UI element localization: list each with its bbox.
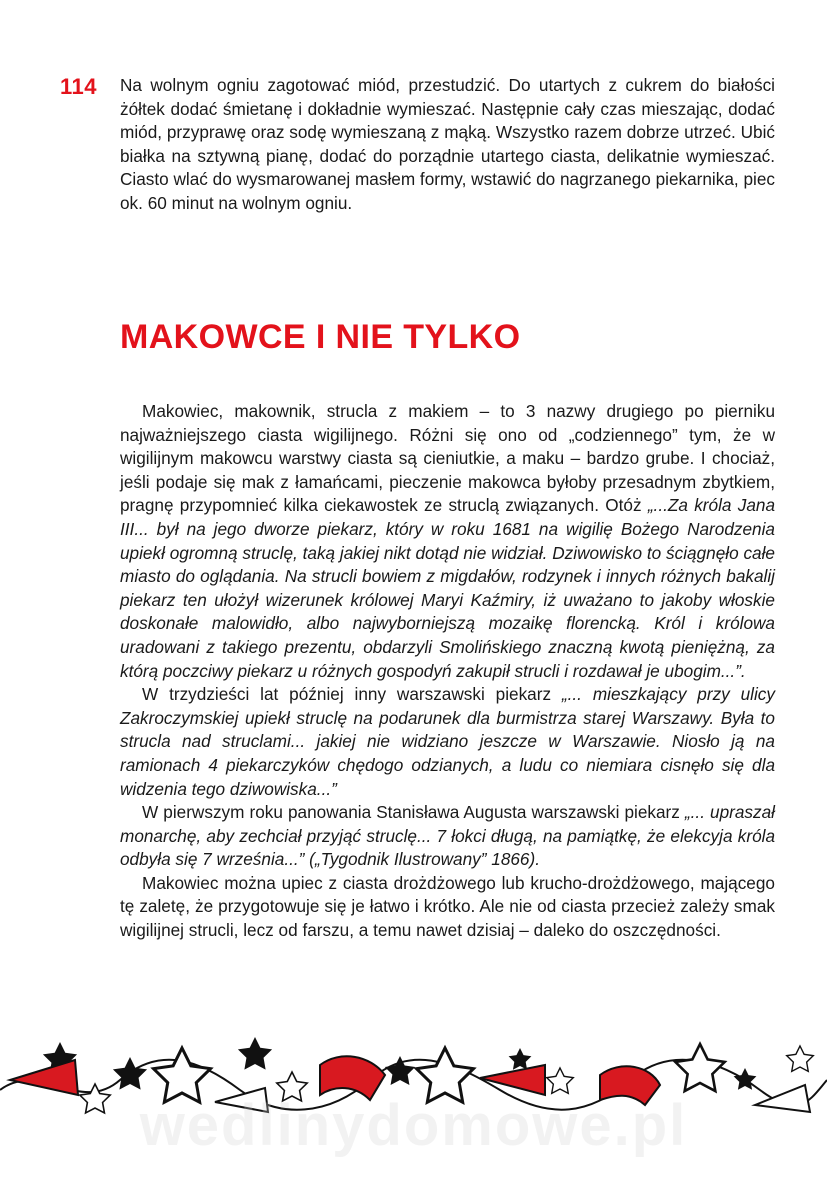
star-icon (675, 1044, 724, 1091)
paragraph-3-quote: „... upraszał monarchę, aby zechciał przyjąć struclę... 7 łokci długą, na pamiątkę, że elekcyja króla odbyła się 7 września...” („Tygodnik Ilustrowany” 1866). (120, 802, 775, 870)
star-filled-icon (509, 1048, 532, 1070)
paragraph-1 (120, 400, 775, 683)
star-filled-icon (238, 1037, 272, 1070)
paragraph-1-quote: „...Za króla Jana III... był na jego dworze piekarz, który w roku 1681 na wigilię Bożego Narodzenia upiekł ogromną struclę, taką jakiej nikt dotąd nie widział. Dziwowisko to ściągnęło całe miasto do oglądania. Na strucli bowiem z migdałów, rodzynek i innych różnych bakalij piekarz ten ułożył wizerunek królowej Maryi Kaźmiry, iż uważano to jakoby włoskie doskonałe malowidło, albo najwyborniejszą mozaikę florencką. Król i królowa uradowani z takiego prezentu, obdarzyli Smolińskiego znaczną kwotą pieniężną, za którą poczciwy piekarz u różnych gospodyń zakupił strucli i rozdawał je ubogim...”. (120, 495, 776, 681)
article-body (120, 400, 775, 943)
star-filled-icon (113, 1057, 147, 1090)
paragraph-2 (120, 683, 775, 801)
page-number: 114 (60, 74, 97, 99)
paragraph-4: Makowiec można upiec z ciasta drożdżowego lub krucho-drożdżowego, mającego tę zaletę, że przygotowuje się je łatwo i krótko. Ale nie od ciasta przecież zależy smak wigilijnej strucli, lecz od farszu, a temu nawet dzisiaj – daleko do oszczędności. (120, 872, 775, 941)
watermark-text: wedlinydomowe.pl (139, 1093, 688, 1158)
star-icon (787, 1046, 814, 1071)
paragraph-1-text: Makowiec, makownik, strucla z makiem – to 3 nazwy drugiego po pierniku najważniejszego ciasta wigilijnego. Różni się ono od „codziennego” tym, że w wigilijnym makowcu warstwy ciasta są cieniutkie, a maku – bardzo grube. I chociaż, jeśli podaje się mak z łamańcami, pieczenie makowca byłoby przesadnym zbytkiem, pragnę przypomnieć kilka ciekawostek ze struclą związanych. Otóż (120, 401, 775, 516)
star-filled-icon (734, 1068, 757, 1090)
section-title: MAKOWCE I NIE TYLKO (120, 318, 521, 356)
paragraph-3-text: W pierwszym roku panowania Stanisława Augusta warszawski piekarz (142, 802, 685, 823)
star-icon (547, 1068, 574, 1093)
paragraph-2-text: W trzydzieści lat później inny warszawski piekarz (142, 684, 562, 705)
intro-paragraph: Na wolnym ogniu zagotować miód, przestudzić. Do utartych z cukrem do białości żółtek dodać śmietanę i dokładnie wymieszać. Następnie cały czas mieszając, dodać miód, przyprawę oraz sodę wymieszaną z mąką. Wszystko razem dobrze utrzeć. Ubić białka na sztywną pianę, dodać do porządnie utartego ciasta, delikatnie wymieszać. Ciasto wlać do wysmarowanej masłem formy, wstawić do nagrzanego piekarnika, piec ok. 60 minut na wolnym ogniu. (120, 75, 775, 213)
paragraph-3 (120, 801, 775, 872)
recipe-intro (120, 74, 775, 216)
paragraph-2-quote: „... mieszkający przy ulicy Zakroczymskiej upiekł struclę na podarunek dla burmistrza starej Warszawy. Była to strucla nad struclami... jakiej nie widziano jeszcze w Warszawie. Niosło ją na ramionach 4 piekarczyków chędogo odzianych, a ludu co niemiara cisnęło się dla widzenia tego dziwowiska...” (120, 684, 775, 799)
